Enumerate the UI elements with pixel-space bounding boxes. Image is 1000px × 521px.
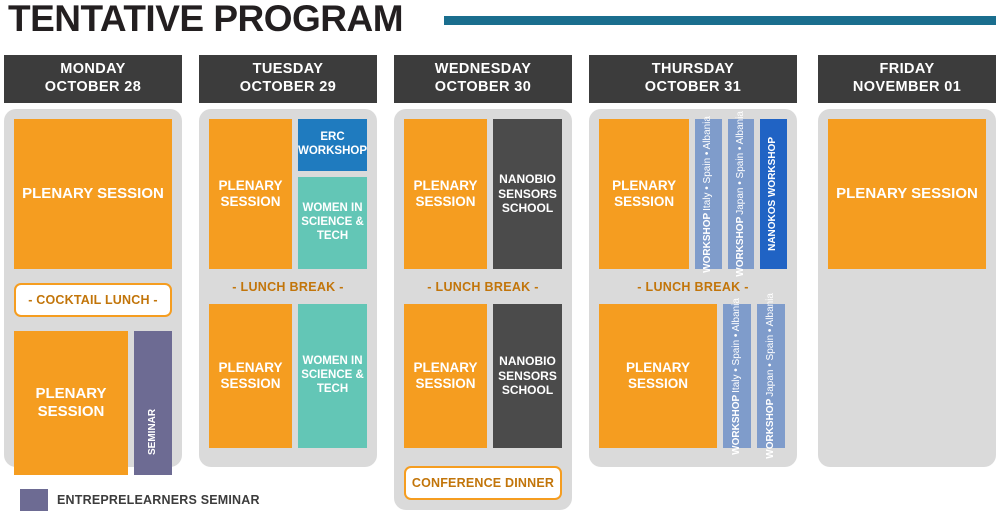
session-label: NANOBIO SENSORS SCHOOL (498, 172, 557, 216)
day-column-monday (4, 55, 182, 467)
session-sublabel: Italy • Spain • Albania (702, 115, 714, 211)
day-name: MONDAY (60, 61, 126, 78)
session-block-plenary[interactable] (404, 304, 487, 448)
session-label: PLENARY SESSION (413, 359, 478, 391)
day-body-wednesday (394, 109, 572, 510)
session-label: WOMEN IN SCIENCE & TECH (301, 202, 364, 242)
legend-swatch-seminar (20, 489, 48, 511)
session-block-nanobio-sensors-school[interactable] (493, 304, 562, 448)
session-sublabel: Japan • Spain • Albania (734, 111, 746, 215)
session-block-plenary[interactable] (209, 304, 292, 448)
lunch-break-label: - LUNCH BREAK - (637, 280, 749, 294)
day-header-monday (4, 55, 182, 103)
session-label: WORKSHOP (764, 398, 776, 459)
session-label: PLENARY SESSION (612, 177, 677, 209)
session-block-nanobio-sensors-school[interactable] (493, 119, 562, 269)
session-label: PLENARY SESSION (218, 359, 283, 391)
session-block-workshop-japan-spain-albania[interactable] (728, 111, 755, 277)
day-body-tuesday (199, 109, 377, 467)
session-block-erc-workshop[interactable] (298, 119, 367, 171)
session-label: WORKSHOP (734, 216, 746, 277)
session-block-plenary[interactable] (14, 331, 128, 475)
session-block-plenary[interactable] (209, 119, 292, 269)
session-block-plenary[interactable] (599, 119, 689, 269)
lunch-break-label: - LUNCH BREAK - (232, 280, 344, 294)
day-date: NOVEMBER 01 (852, 79, 962, 95)
session-label: ERC WORKSHOP (298, 131, 367, 157)
day-header-tuesday (199, 55, 377, 103)
session-block-women-in-science[interactable] (298, 177, 367, 269)
day-column-friday (818, 55, 996, 467)
session-block-plenary[interactable] (14, 119, 172, 269)
session-label: NANOKOS WORKSHOP (767, 137, 779, 251)
session-block-seminar[interactable] (134, 331, 172, 475)
conference-dinner-badge: CONFERENCE DINNER (404, 466, 562, 500)
session-label: PLENARY SESSION (218, 177, 283, 209)
session-label: WOMEN IN SCIENCE & TECH (301, 355, 364, 395)
session-block-plenary[interactable] (599, 304, 717, 448)
session-block-nanokos-workshop[interactable] (760, 119, 787, 269)
day-date: OCTOBER 29 (239, 79, 337, 95)
legend (20, 489, 260, 511)
session-block-plenary[interactable] (828, 119, 986, 269)
day-date: OCTOBER 30 (434, 79, 532, 95)
day-date: OCTOBER 31 (644, 79, 742, 95)
day-body-friday (818, 109, 996, 467)
legend-label-seminar: ENTREPRELEARNERS SEMINAR (57, 493, 260, 507)
day-body-thursday (589, 109, 797, 467)
title-accent-rule (444, 16, 996, 25)
day-header-wednesday (394, 55, 572, 103)
session-label: PLENARY SESSION (836, 185, 978, 202)
day-column-tuesday (199, 55, 377, 467)
session-label: WORKSHOP (702, 212, 714, 273)
session-block-plenary[interactable] (404, 119, 487, 269)
session-label: PLENARY SESSION (35, 385, 107, 420)
cocktail-lunch-badge: - COCKTAIL LUNCH - (14, 283, 172, 317)
day-column-thursday (589, 55, 797, 467)
page-title: TENTATIVE PROGRAM (8, 0, 404, 39)
session-block-workshop-italy-spain-albania[interactable] (695, 115, 722, 273)
session-block-workshop-japan-spain-albania[interactable] (757, 293, 785, 459)
session-sublabel: Japan • Spain • Albania (764, 293, 776, 397)
session-label: PLENARY SESSION (413, 177, 478, 209)
session-label: PLENARY SESSION (22, 185, 164, 202)
day-name: FRIDAY (879, 61, 935, 78)
day-name: TUESDAY (252, 61, 324, 78)
session-label: NANOBIO SENSORS SCHOOL (498, 354, 557, 398)
session-block-workshop-italy-spain-albania[interactable] (723, 297, 751, 455)
session-block-women-in-science[interactable] (298, 304, 367, 448)
session-sublabel: Italy • Spain • Albania (730, 297, 742, 393)
day-name: WEDNESDAY (434, 61, 532, 78)
day-date: OCTOBER 28 (44, 79, 142, 95)
day-body-monday (4, 109, 182, 467)
session-label: SEMINAR (146, 408, 158, 456)
day-header-friday (818, 55, 996, 103)
title-bar (0, 0, 1000, 48)
day-name: THURSDAY (651, 61, 735, 78)
session-label: PLENARY SESSION (625, 359, 690, 391)
session-label: WORKSHOP (730, 394, 742, 455)
day-column-wednesday (394, 55, 572, 510)
lunch-break-label: - LUNCH BREAK - (427, 280, 539, 294)
day-header-thursday (589, 55, 797, 103)
